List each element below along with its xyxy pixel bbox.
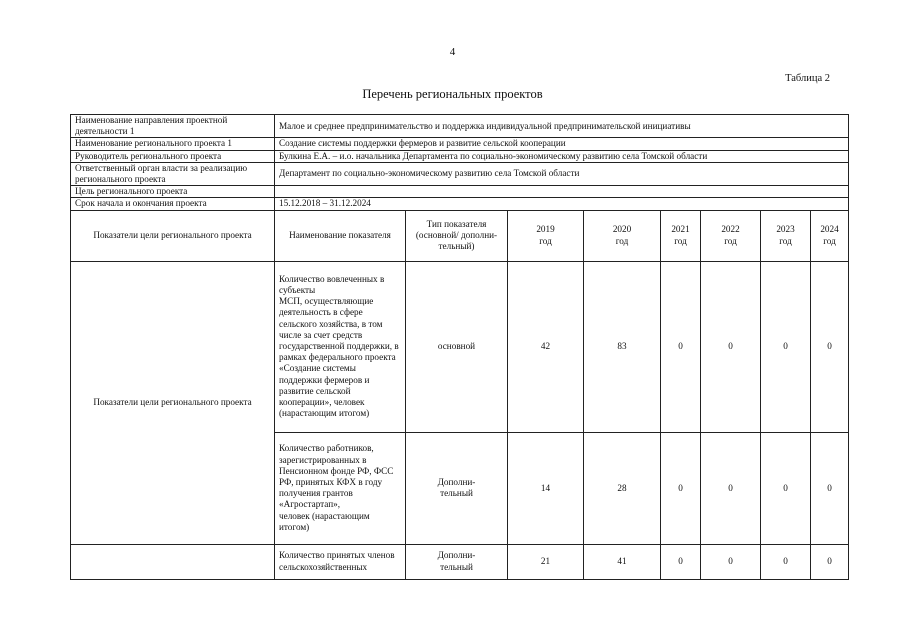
indicator-type: основной	[406, 261, 508, 432]
indicator-group-blank	[71, 544, 275, 579]
goal-value	[275, 186, 849, 198]
head-value: Булкина Е.А. – и.о. начальника Департамента по социально-экономическому развитию села Томской области	[275, 150, 849, 162]
value-2021: 0	[661, 261, 701, 432]
direction-row	[71, 115, 849, 138]
head-row	[71, 150, 849, 162]
project-row	[71, 138, 849, 150]
header-year: 2021 год	[661, 210, 701, 261]
project-value: Создание системы поддержки фермеров и развитие сельской кооперации	[275, 138, 849, 150]
direction-label: Наименование направления проектной деятельности 1	[71, 115, 275, 138]
organ-value: Департамент по социально-экономическому развитию села Томской области	[275, 162, 849, 185]
indicator-type: Дополни- тельный	[406, 544, 508, 579]
value-2021: 0	[661, 432, 701, 544]
document-title: Перечень региональных проектов	[362, 87, 543, 101]
table-label: Таблица 2	[785, 73, 830, 84]
term-value: 15.12.2018 – 31.12.2024	[275, 198, 849, 210]
value-2022: 0	[701, 261, 761, 432]
value-2020: 28	[584, 432, 661, 544]
value-2023: 0	[761, 261, 811, 432]
direction-value: Малое и среднее предпринимательство и поддержка индивидуальной предпринимательской инициативы	[275, 115, 849, 138]
organ-row	[71, 162, 849, 185]
header-year: 2022 год	[701, 210, 761, 261]
header-group: Показатели цели регионального проекта	[71, 210, 275, 261]
indicator-row	[71, 261, 849, 432]
header-year: 2023 год	[761, 210, 811, 261]
organ-label: Ответственный орган власти за реализацию регионального проекта	[71, 162, 275, 185]
value-2022: 0	[701, 544, 761, 579]
project-label: Наименование регионального проекта 1	[71, 138, 275, 150]
header-type: Тип показателя (основной/ дополни-тельный)	[406, 210, 508, 261]
regional-projects-table	[70, 114, 849, 580]
value-2019: 21	[508, 544, 584, 579]
header-year: 2019 год	[508, 210, 584, 261]
value-2023: 0	[761, 432, 811, 544]
value-2022: 0	[701, 432, 761, 544]
value-2020: 41	[584, 544, 661, 579]
goal-label: Цель регионального проекта	[71, 186, 275, 198]
header-name: Наименование показателя	[275, 210, 406, 261]
term-label: Срок начала и окончания проекта	[71, 198, 275, 210]
value-2020: 83	[584, 261, 661, 432]
goal-row	[71, 186, 849, 198]
value-2024: 0	[811, 261, 849, 432]
header-year: 2020 год	[584, 210, 661, 261]
indicator-header-row	[71, 210, 849, 261]
value-2024: 0	[811, 432, 849, 544]
indicator-type: Дополни- тельный	[406, 432, 508, 544]
indicator-name: Количество принятых членов сельскохозяйственных	[275, 544, 406, 579]
value-2019: 14	[508, 432, 584, 544]
indicator-name: Количество работников, зарегистрированных в Пенсионном фонде РФ, ФСС РФ, принятых КФХ в году получения грантов «Агростартап», человек (нарастающим итогом)	[275, 432, 406, 544]
page-number: 4	[449, 46, 456, 58]
value-2024: 0	[811, 544, 849, 579]
value-2023: 0	[761, 544, 811, 579]
indicator-group-label: Показатели цели регионального проекта	[71, 261, 275, 544]
indicator-row	[71, 544, 849, 579]
term-row	[71, 198, 849, 210]
header-year: 2024 год	[811, 210, 849, 261]
value-2019: 42	[508, 261, 584, 432]
indicator-name: Количество вовлеченных в субъекты МСП, осуществляющие деятельность в сфере сельского хозяйства, в том числе за счет средств государственной поддержки, в рамках федерального проекта «Создание системы поддержки фермеров и развитие сельской кооперации», человек (нарастающим итогом)	[275, 261, 406, 432]
head-label: Руководитель регионального проекта	[71, 150, 275, 162]
value-2021: 0	[661, 544, 701, 579]
